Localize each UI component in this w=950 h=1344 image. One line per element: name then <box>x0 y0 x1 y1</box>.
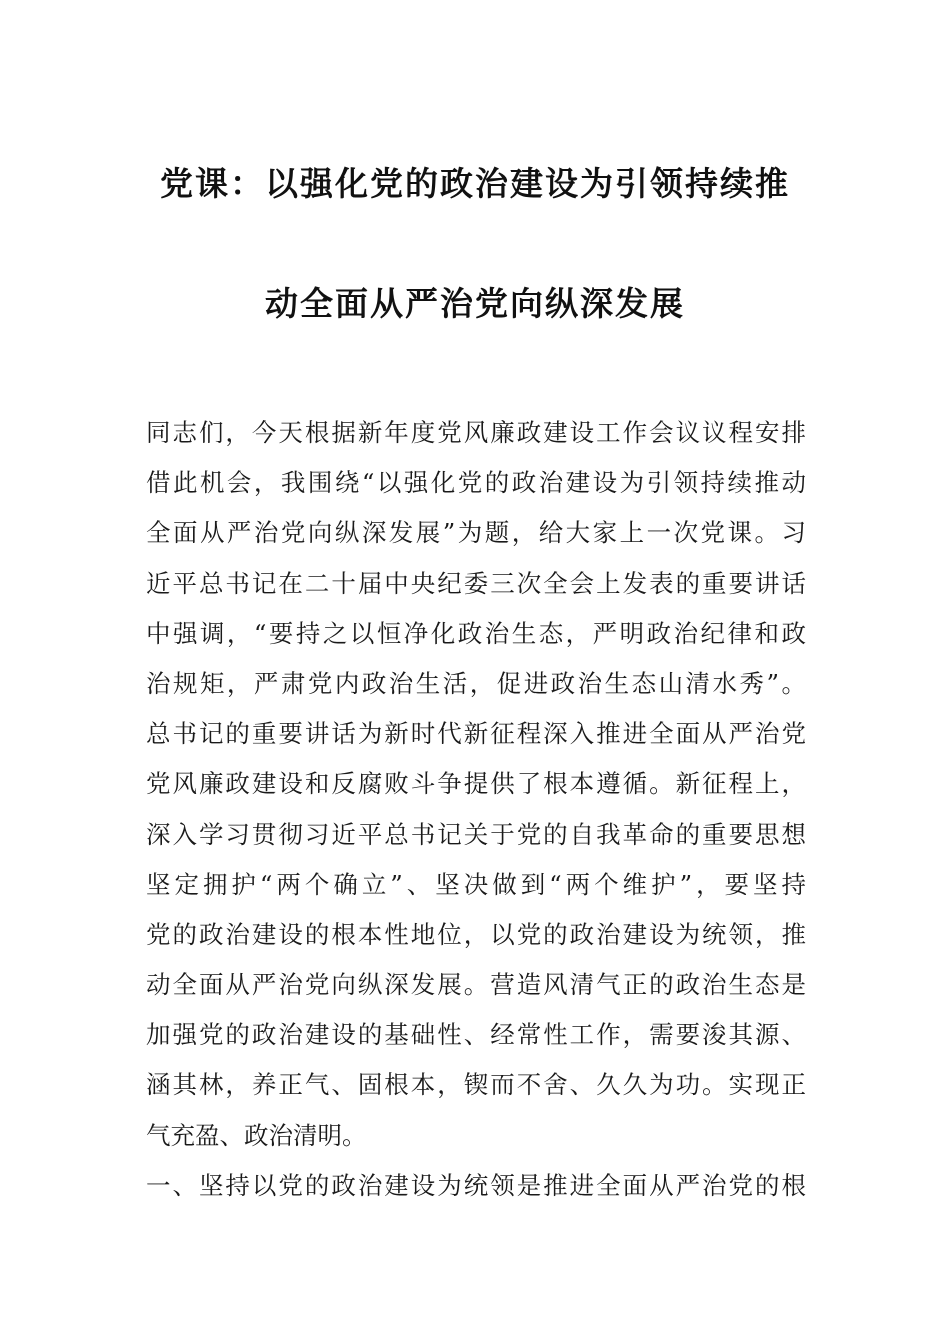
body-line: 动全面从严治党向纵深发展。营造风清气正的政治生态是 <box>146 970 806 1000</box>
body-line: 党的政治建设的根本性地位，以党的政治建设为统领，推 <box>146 919 806 949</box>
body-line: 深入学习贯彻习近平总书记关于党的自我革命的重要思想 <box>146 819 806 849</box>
body-line: 全面从严治党向纵深发展”为题，给大家上一次党课。习 <box>146 518 806 548</box>
body-line: 涵其林，养正气、固根本，锲而不舍、久久为功。实现正 <box>146 1070 806 1100</box>
body-line: 中强调，“要持之以恒净化政治生态，严明政治纪律和政 <box>146 618 806 648</box>
body-line: 党风廉政建设和反腐败斗争提供了根本遵循。新征程上， <box>146 769 806 799</box>
body-line: 治规矩，严肃党内政治生活，促进政治生态山清水秀”。 <box>146 668 806 698</box>
document-title-line-1: 党课：以强化党的政治建设为引领持续推 <box>160 164 790 203</box>
body-line: 气充盈、政治清明。 <box>146 1120 367 1150</box>
body-line: 加强党的政治建设的基础性、经常性工作，需要浚其源、 <box>146 1020 806 1050</box>
document-body <box>146 408 806 1211</box>
body-line: 同志们，今天根据新年度党风廉政建设工作会议议程安排 <box>146 418 806 447</box>
body-line: 近平总书记在二十届中央纪委三次全会上发表的重要讲话 <box>146 568 806 598</box>
body-line: 借此机会，我围绕“以强化党的政治建设为引领持续推动 <box>146 468 806 498</box>
document-title-line-2: 动全面从严治党向纵深发展 <box>265 284 685 323</box>
body-line: 坚定拥护“两个确立”、坚决做到“两个维护”，要坚持 <box>146 869 806 899</box>
section-heading-line: 一、坚持以党的政治建设为统领是推进全面从严治党的根 <box>146 1170 806 1200</box>
body-line: 总书记的重要讲话为新时代新征程深入推进全面从严治党 <box>146 719 806 749</box>
